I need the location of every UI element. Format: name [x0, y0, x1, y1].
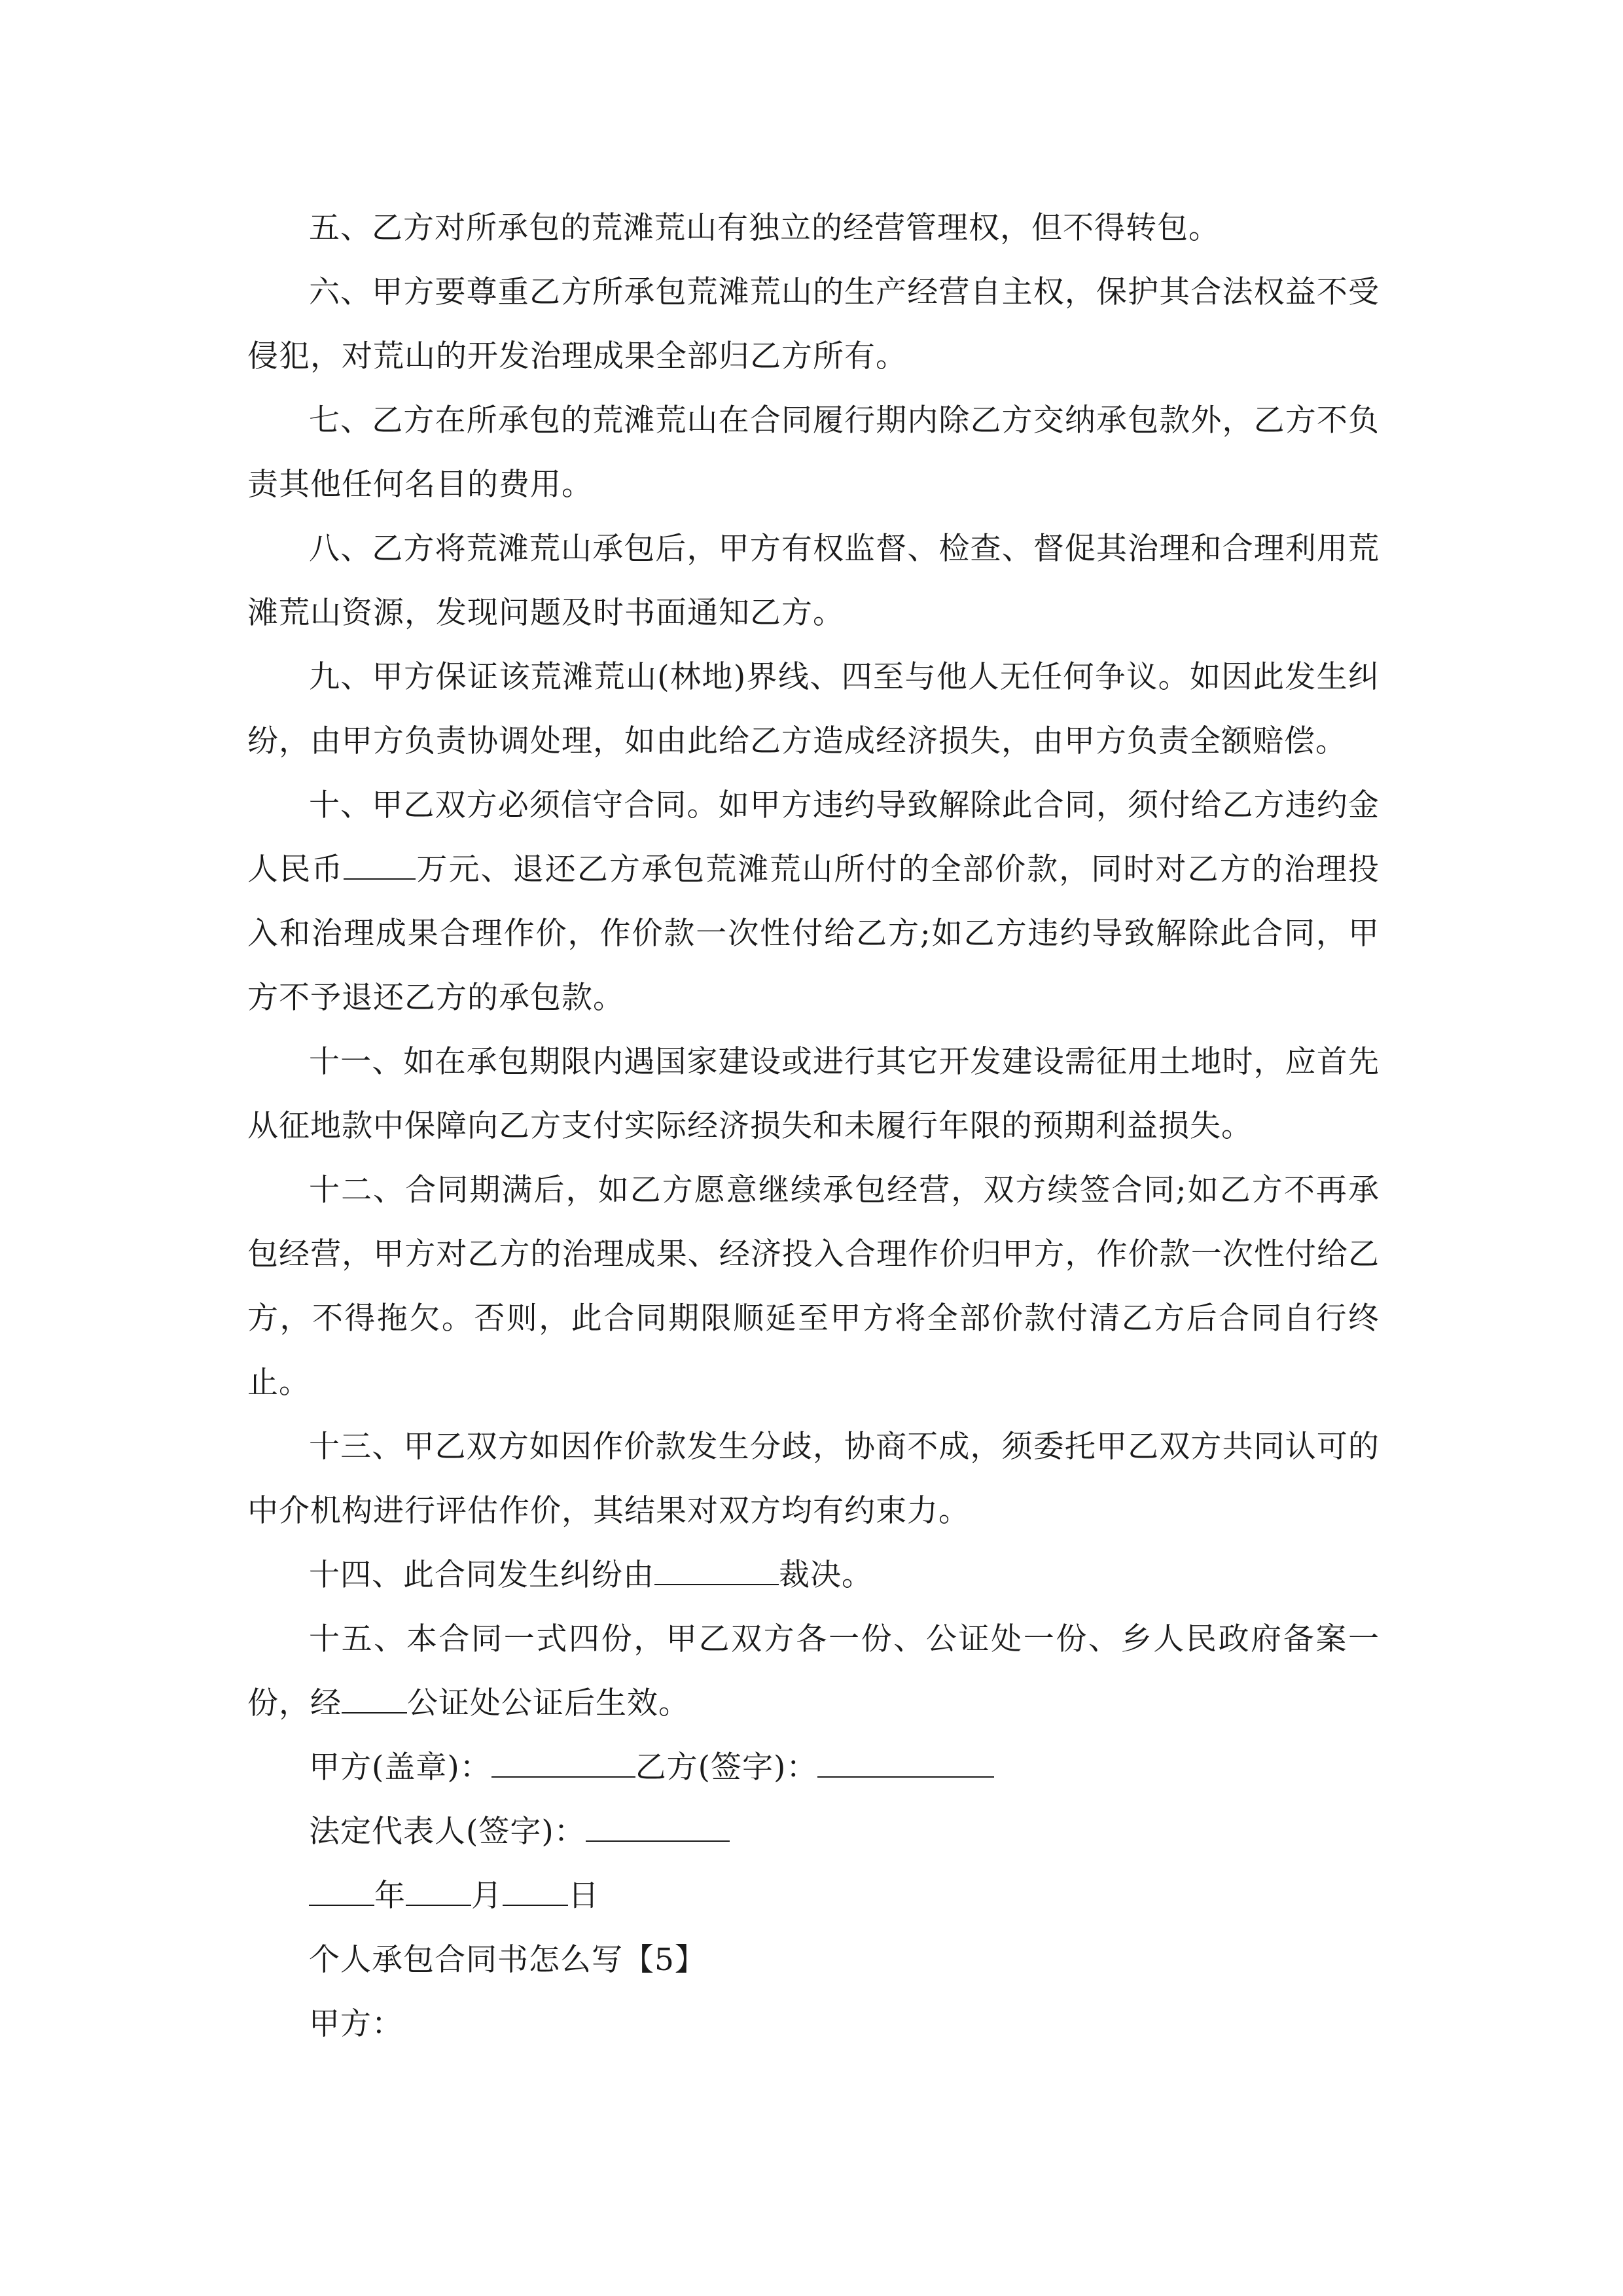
- legal-rep-blank: [586, 1813, 730, 1842]
- clause-14: [247, 1543, 1380, 1607]
- day-label: 日: [568, 1878, 599, 1914]
- clause-10-text-b: 万元、退还乙方承包荒滩荒山所付的全部价款，同时对乙方的治理投入和治理成果合理作价，作价款一次性付给乙方;如乙方违约导致解除此合同，甲方不予退还乙方的承包款。: [247, 852, 1380, 1016]
- clause-7: 七、乙方在所承包的荒滩荒山在合同履行期内除乙方交纳承包款外，乙方不负责其他任何名目的费用。: [247, 403, 1380, 503]
- legal-rep-label: 法定代表人(签字)：: [309, 1814, 586, 1850]
- clause-8: 八、乙方将荒滩荒山承包后，甲方有权监督、检查、督促其治理和合理利用荒滩荒山资源，发现问题及时书面通知乙方。: [247, 531, 1380, 631]
- next-section-party-a: 甲方：: [309, 2006, 403, 2042]
- clause-6: 六、甲方要尊重乙方所承包荒滩荒山的生产经营自主权，保护其合法权益不受侵犯，对荒山的开发治理成果全部归乙方所有。: [247, 274, 1380, 374]
- day-blank: [503, 1877, 568, 1906]
- signature-parties-line: [247, 1736, 1380, 1800]
- clause-10: [247, 774, 1380, 1030]
- clause-11: 十一、如在承包期限内遇国家建设或进行其它开发建设需征用土地时，应首先从征地款中保障向乙方支付实际经济损失和未履行年限的预期利益损失。: [247, 1044, 1380, 1144]
- clause-5: 五、乙方对所承包的荒滩荒山有独立的经营管理权，但不得转包。: [309, 210, 1220, 246]
- next-section-title: 个人承包合同书怎么写【5】: [309, 1942, 706, 1978]
- party-a-seal-label: 甲方(盖章)：: [309, 1749, 491, 1785]
- month-blank: [406, 1877, 471, 1906]
- clause-15-text-a: 十五、本合同一式四份，甲乙双方各一份、公证处一份、乡人民政府备案一份，经: [247, 1621, 1380, 1721]
- clause-15: [247, 1607, 1380, 1736]
- notary-office-blank: [342, 1685, 407, 1713]
- party-b-sign-blank: [817, 1749, 994, 1778]
- clause-14-text-b: 裁决。: [779, 1557, 873, 1593]
- year-label: 年: [374, 1878, 406, 1914]
- document-page: [247, 196, 1380, 2056]
- arbitration-body-blank: [654, 1556, 779, 1585]
- clause-15-text-b: 公证处公证后生效。: [407, 1685, 690, 1721]
- year-blank: [309, 1877, 374, 1906]
- month-label: 月: [471, 1878, 503, 1914]
- party-a-seal-blank: [491, 1749, 635, 1778]
- clause-9: 九、甲方保证该荒滩荒山(林地)界线、四至与他人无任何争议。如因此发生纠纷，由甲方负责协调处理，如由此给乙方造成经济损失，由甲方负责全额赔偿。: [247, 659, 1380, 759]
- clause-10-text-a: 十、甲乙双方必须信守合同。如甲方违约导致解除此合同，须付给乙方违约金人民币: [247, 787, 1380, 888]
- clause-12: 十二、合同期满后，如乙方愿意继续承包经营，双方续签合同;如乙方不再承包经营，甲方对乙方的治理成果、经济投入合理作价归甲方，作价款一次性付给乙方，不得拖欠。否则，此合同期限顺延至甲方将全部价款付清乙方后合同自行终止。: [247, 1172, 1380, 1401]
- party-b-sign-label: 乙方(签字)：: [635, 1749, 818, 1785]
- clause-13: 十三、甲乙双方如因作价款发生分歧，协商不成，须委托甲乙双方共同认可的中介机构进行评估作价，其结果对双方均有约束力。: [247, 1429, 1380, 1529]
- clause-14-text-a: 十四、此合同发生纠纷由: [309, 1557, 654, 1593]
- legal-rep-line: [247, 1800, 1380, 1864]
- date-line: [247, 1864, 1380, 1928]
- penalty-amount-blank: [344, 851, 416, 880]
